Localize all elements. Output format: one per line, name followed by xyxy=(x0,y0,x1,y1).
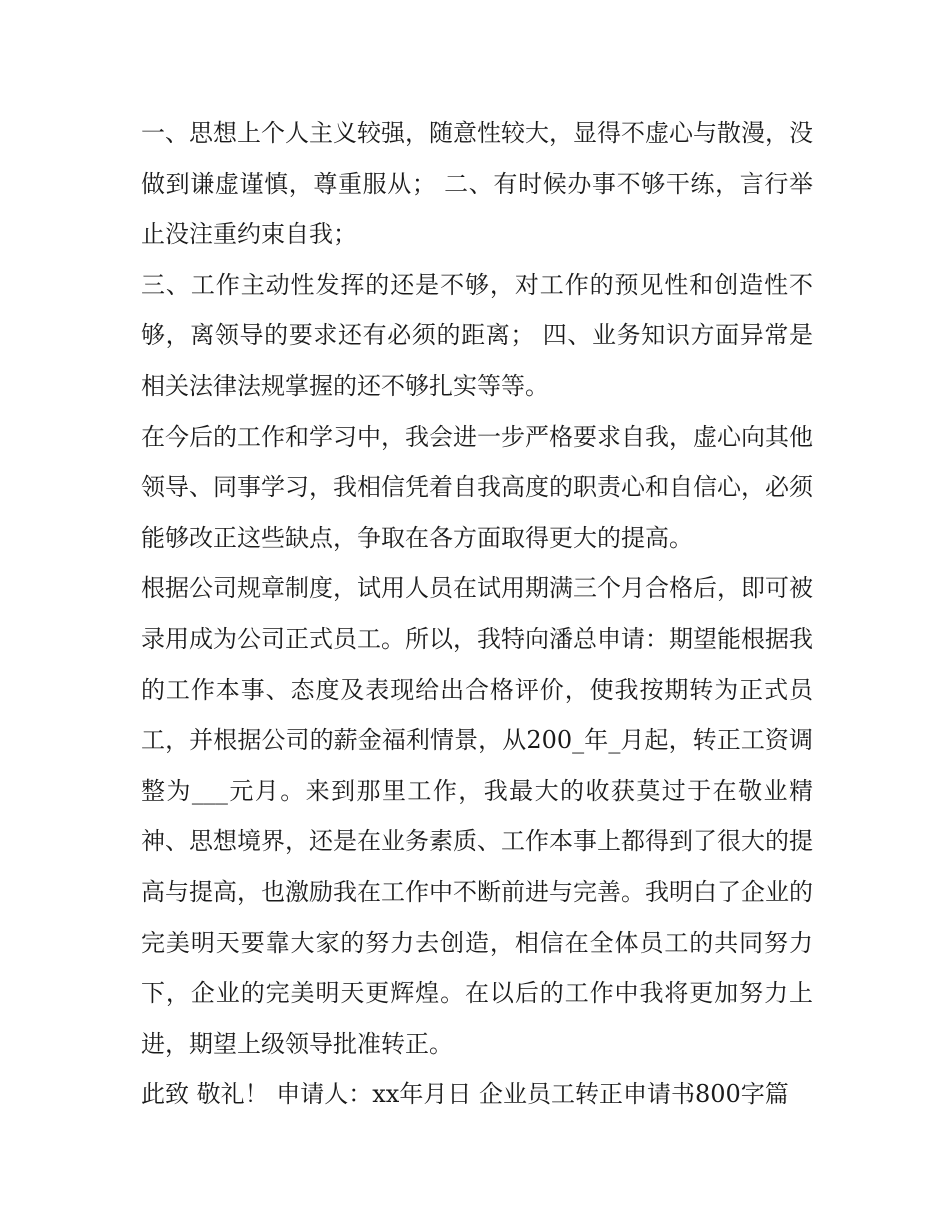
paragraph-application: 根据公司规章制度，试用人员在试用期满三个月合格后，即可被录用成为公司正式员工。所以，我特向潘总申请：期望能根据我的工作本事、态度及表现给出合格评价，使我按期转为正式员工，并根据公司的薪金福利情景，从200_年_月起，转正工资调整为___元月。来到那里工作，我最大的收获莫过于在敬业精神、思想境界，还是在业务素质、工作本事上都得到了很大的提高与提高，也激励我在工作中不断前进与完善。我明白了企业的完美明天要靠大家的努力去创造，相信在全体员工的共同努力下，企业的完美明天更辉煌。在以后的工作中我将更加努力上进，期望上级领导批准转正。 xyxy=(141,574,813,1058)
paragraph-closing: 此致 敬礼！ 申请人：xx年月日 企业员工转正申请书800字篇 xyxy=(141,1080,789,1109)
document-body xyxy=(141,108,813,1120)
paragraph-weaknesses-1-2: 一、思想上个人主义较强，随意性较大，显得不虚心与散漫，没做到谦虚谨慎，尊重服从； 二、有时候办事不够干练，言行举止没注重约束自我； xyxy=(141,119,813,249)
paragraph-weaknesses-3-4: 三、工作主动性发挥的还是不够，对工作的预见性和创造性不够，离领导的要求还有必须的距离； 四、业务知识方面异常是相关法律法规掌握的还不够扎实等等。 xyxy=(141,270,813,400)
paragraph-future-plan: 在今后的工作和学习中，我会进一步严格要求自我，虚心向其他领导、同事学习，我相信凭着自我高度的职责心和自信心，必须能够改正这些缺点，争取在各方面取得更大的提高。 xyxy=(141,422,813,552)
